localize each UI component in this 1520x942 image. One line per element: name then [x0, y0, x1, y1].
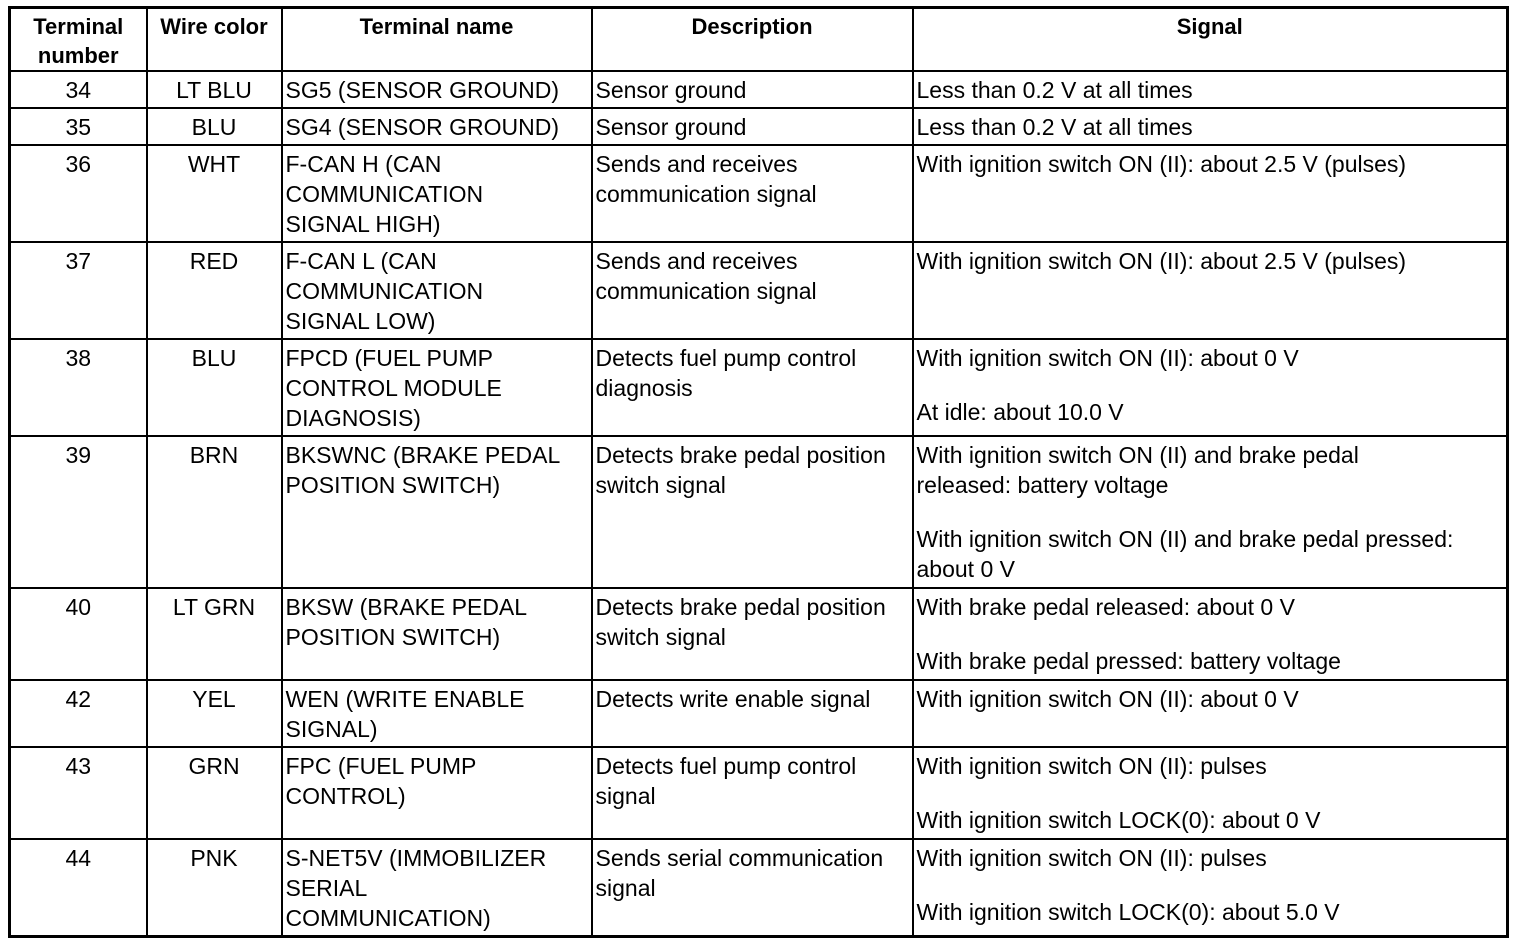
terminal-name-cell — [282, 108, 592, 145]
description-line: switch signal — [595, 624, 726, 650]
table-row — [10, 145, 1508, 242]
description-cell — [592, 839, 913, 937]
signal-line: about 0 V — [916, 556, 1015, 582]
description-line: Detects fuel pump control — [595, 753, 857, 779]
signal-line: released: battery voltage — [916, 472, 1169, 498]
signal-line: With ignition switch ON (II) and brake pedal pressed: — [916, 526, 1454, 552]
terminal-number-cell: 37 — [10, 242, 147, 339]
table-row — [10, 71, 1508, 108]
terminal-name-line: POSITION SWITCH) — [285, 624, 501, 650]
terminal-name-line: S-NET5V (IMMOBILIZER — [285, 845, 547, 871]
header-row — [10, 8, 1508, 72]
description-line: diagnosis — [595, 375, 693, 401]
description-line: communication signal — [595, 181, 817, 207]
wire-color-cell: WHT — [147, 145, 282, 242]
description-cell — [592, 680, 913, 747]
description-line: Sends serial communication — [595, 845, 884, 871]
header-wire-color: Wire color — [147, 8, 282, 72]
wire-color-cell: BLU — [147, 108, 282, 145]
signal-cell — [913, 680, 1508, 747]
terminal-number-cell: 44 — [10, 839, 147, 937]
terminal-name-line: SG4 (SENSOR GROUND) — [285, 114, 559, 140]
signal-line: With brake pedal released: about 0 V — [916, 594, 1295, 620]
description-cell — [592, 588, 913, 680]
wire-color-cell: GRN — [147, 747, 282, 839]
header-terminal-name: Terminal name — [282, 8, 592, 72]
signal-line: With ignition switch ON (II): about 2.5 V (pulses) — [916, 151, 1407, 177]
terminal-name-cell — [282, 839, 592, 937]
description-cell — [592, 108, 913, 145]
terminal-name-line: SERIAL — [285, 875, 368, 901]
terminal-name-line: FPCD (FUEL PUMP — [285, 345, 493, 371]
signal-cell — [913, 242, 1508, 339]
description-line: signal — [595, 875, 656, 901]
description-line: Sends and receives — [595, 151, 798, 177]
signal-cell — [913, 839, 1508, 937]
signal-line: With brake pedal pressed: battery voltage — [916, 648, 1341, 674]
terminal-number-cell: 35 — [10, 108, 147, 145]
terminal-name-line: BKSWNC (BRAKE PEDAL — [285, 442, 561, 468]
table-row — [10, 436, 1508, 588]
terminal-number-cell: 36 — [10, 145, 147, 242]
description-cell — [592, 145, 913, 242]
terminal-name-cell — [282, 436, 592, 588]
signal-line: With ignition switch LOCK(0): about 0 V — [916, 807, 1321, 833]
description-cell — [592, 71, 913, 108]
terminal-name-line: WEN (WRITE ENABLE — [285, 686, 525, 712]
terminal-number-cell: 43 — [10, 747, 147, 839]
table-row — [10, 339, 1508, 436]
terminal-name-line: CONTROL) — [285, 783, 406, 809]
signal-line: With ignition switch ON (II): about 0 V — [916, 686, 1299, 712]
terminal-name-line: COMMUNICATION — [285, 278, 484, 304]
description-line: switch signal — [595, 472, 726, 498]
terminal-name-line: COMMUNICATION) — [285, 905, 491, 931]
description-cell — [592, 242, 913, 339]
signal-line: At idle: about 10.0 V — [916, 399, 1124, 425]
table-row — [10, 242, 1508, 339]
terminal-name-line: BKSW (BRAKE PEDAL — [285, 594, 528, 620]
description-line: Sensor ground — [595, 114, 747, 140]
description-line: Detects fuel pump control — [595, 345, 857, 371]
description-line: Sends and receives — [595, 248, 798, 274]
wire-color-cell: YEL — [147, 680, 282, 747]
terminal-name-line: DIAGNOSIS) — [285, 405, 421, 431]
signal-line: With ignition switch ON (II): pulses — [916, 845, 1267, 871]
header-terminal-number: Terminal number — [10, 8, 147, 72]
wire-color-cell: PNK — [147, 839, 282, 937]
terminal-name-line: SIGNAL HIGH) — [285, 211, 441, 237]
signal-line: Less than 0.2 V at all times — [916, 77, 1193, 103]
table-row — [10, 588, 1508, 680]
description-line: communication signal — [595, 278, 817, 304]
description-cell — [592, 747, 913, 839]
table-row — [10, 747, 1508, 839]
wire-color-cell: LT GRN — [147, 588, 282, 680]
terminal-number-cell: 34 — [10, 71, 147, 108]
description-line: signal — [595, 783, 656, 809]
table-row — [10, 839, 1508, 937]
terminal-name-cell — [282, 680, 592, 747]
signal-cell — [913, 588, 1508, 680]
description-line: Detects brake pedal position — [595, 442, 886, 468]
header-description: Description — [592, 8, 913, 72]
signal-cell — [913, 108, 1508, 145]
terminal-number-cell: 42 — [10, 680, 147, 747]
terminal-name-cell — [282, 71, 592, 108]
terminal-table — [8, 6, 1509, 938]
wire-color-cell: BLU — [147, 339, 282, 436]
description-cell — [592, 339, 913, 436]
terminal-name-line: F-CAN L (CAN — [285, 248, 437, 274]
terminal-name-line: COMMUNICATION — [285, 181, 484, 207]
wire-color-cell: RED — [147, 242, 282, 339]
terminal-name-line: SG5 (SENSOR GROUND) — [285, 77, 559, 103]
table-row — [10, 108, 1508, 145]
terminal-name-line: CONTROL MODULE — [285, 375, 502, 401]
description-line: Sensor ground — [595, 77, 747, 103]
signal-cell — [913, 145, 1508, 242]
terminal-name-line: POSITION SWITCH) — [285, 472, 501, 498]
terminal-name-cell — [282, 339, 592, 436]
wire-color-cell: LT BLU — [147, 71, 282, 108]
signal-cell — [913, 71, 1508, 108]
terminal-name-cell — [282, 145, 592, 242]
description-line: Detects brake pedal position — [595, 594, 886, 620]
terminal-name-line: FPC (FUEL PUMP — [285, 753, 477, 779]
signal-cell — [913, 436, 1508, 588]
header-signal: Signal — [913, 8, 1508, 72]
signal-line: With ignition switch ON (II): pulses — [916, 753, 1267, 779]
signal-line: With ignition switch ON (II) and brake pedal — [916, 442, 1359, 468]
terminal-name-cell — [282, 588, 592, 680]
terminal-name-line: SIGNAL) — [285, 716, 378, 742]
terminal-name-line: F-CAN H (CAN — [285, 151, 442, 177]
signal-line: With ignition switch LOCK(0): about 5.0 V — [916, 899, 1340, 925]
terminal-name-line: SIGNAL LOW) — [285, 308, 436, 334]
signal-line: Less than 0.2 V at all times — [916, 114, 1193, 140]
description-line: Detects write enable signal — [595, 686, 871, 712]
description-cell — [592, 436, 913, 588]
table-row — [10, 680, 1508, 747]
signal-cell — [913, 747, 1508, 839]
signal-line: With ignition switch ON (II): about 0 V — [916, 345, 1299, 371]
terminal-number-cell: 40 — [10, 588, 147, 680]
terminal-number-cell: 39 — [10, 436, 147, 588]
terminal-number-cell: 38 — [10, 339, 147, 436]
signal-line: With ignition switch ON (II): about 2.5 V (pulses) — [916, 248, 1407, 274]
signal-cell — [913, 339, 1508, 436]
terminal-name-cell — [282, 242, 592, 339]
terminal-name-cell — [282, 747, 592, 839]
wire-color-cell: BRN — [147, 436, 282, 588]
